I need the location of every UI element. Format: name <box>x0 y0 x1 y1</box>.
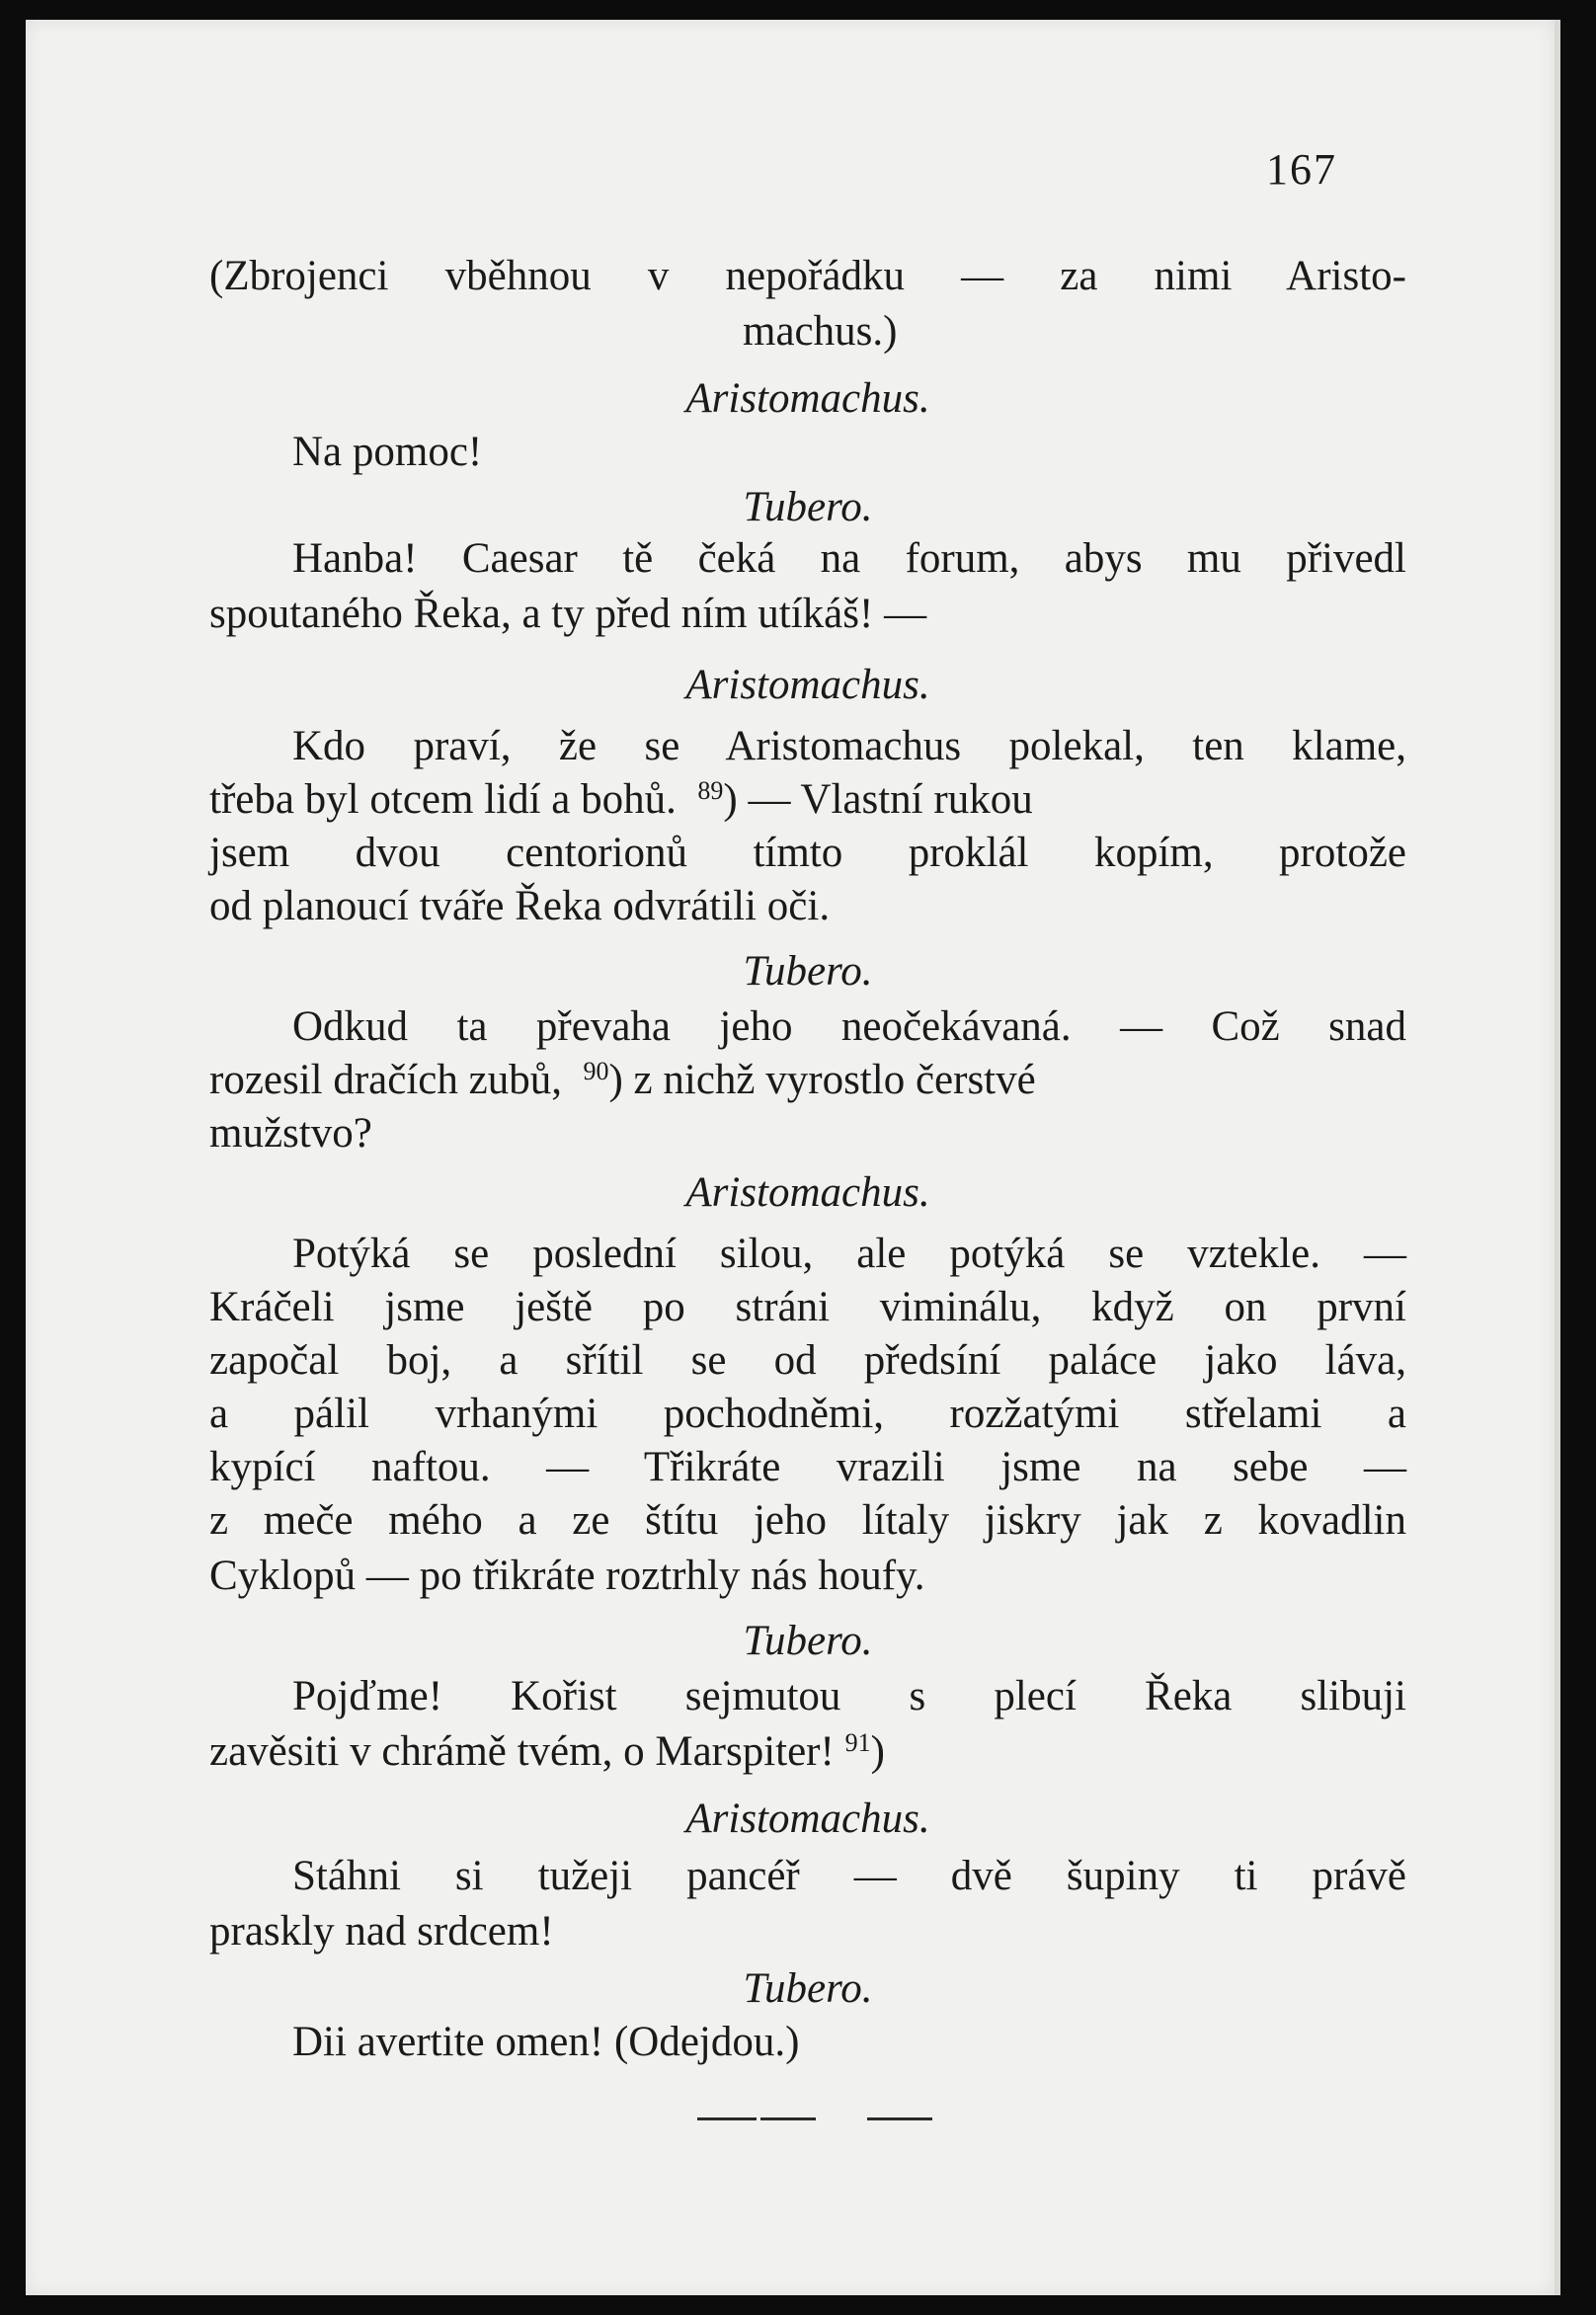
text-line: Odkud ta převaha jeho neočekávaná. — Což snad <box>292 1003 1406 1050</box>
text-fragment: rozesil dračích zubů, <box>209 1057 562 1103</box>
speaker-name: Tubero. <box>743 1965 873 2012</box>
book-page <box>26 20 1560 2295</box>
text-line: jsem dvou centorionů tímto proklál kopím, protože <box>209 830 1406 876</box>
text-line: spoutaného Řeka, a ty před ním utíkáš! — <box>209 591 927 637</box>
text-line: od planoucí tváře Řeka odvrátili oči. <box>209 883 831 929</box>
text-line: Dii avertite omen! (Odejdou.) <box>292 2019 800 2065</box>
text-line: z meče mého a ze štítu jeho lítaly jiskry jak z kovadlin <box>209 1497 1406 1544</box>
text-line: Hanba! Caesar tě čeká na forum, abys mu přivedl <box>292 535 1406 582</box>
text-line: a pálil vrhanými pochodněmi, rozžatými střelami a <box>209 1391 1406 1437</box>
text-line: kypící naftou. — Třikráte vrazili jsme na sebe — <box>209 1444 1406 1490</box>
text-line: (Zbrojenci vběhnou v nepořádku — za nimi Aristo- <box>209 253 1406 299</box>
speaker-name: Tubero. <box>743 1618 873 1664</box>
footnote-ref: 90 <box>583 1057 609 1085</box>
text-line: Cyklopů — po třikráte roztrhly nás houfy. <box>209 1553 925 1599</box>
page-number: 167 <box>1266 145 1337 194</box>
text-line: započal boj, a sřítil se od předsíní paláce jako láva, <box>209 1337 1406 1384</box>
footnote-ref: 91 <box>844 1728 871 1757</box>
text-line <box>209 1724 885 1779</box>
text-fragment: ) <box>870 1728 885 1775</box>
text-line: praskly nad srdcem! <box>209 1908 554 1955</box>
speaker-name: Aristomachus. <box>685 1169 930 1216</box>
text-line <box>209 772 1033 827</box>
speaker-name: Aristomachus. <box>685 375 930 422</box>
speaker-name: Aristomachus. <box>685 1796 930 1842</box>
text-fragment: zavěsiti v chrámě tvém, o Marspiter! <box>209 1728 835 1775</box>
text-fragment: ) — Vlastní rukou <box>723 776 1033 823</box>
text-line: mužstvo? <box>209 1110 372 1157</box>
footnote-ref: 89 <box>697 776 724 805</box>
speaker-name: Tubero. <box>743 948 873 995</box>
text-line: machus.) <box>743 308 898 355</box>
section-end-rule <box>697 2117 954 2121</box>
text-fragment: ) z nichž vyrostlo čerstvé <box>608 1057 1036 1103</box>
text-line: Na pomoc! <box>292 429 483 475</box>
text-line: Kráčeli jsme ještě po stráni viminálu, když on první <box>209 1284 1406 1330</box>
rule-dash <box>760 2117 816 2120</box>
text-line: Kdo praví, že se Aristomachus polekal, ten klame, <box>292 723 1406 769</box>
speaker-name: Tubero. <box>743 484 873 530</box>
text-line: Stáhni si tužeji pancéř — dvě šupiny ti právě <box>292 1853 1406 1899</box>
text-line: Potýká se poslední silou, ale potýká se vztekle. — <box>292 1231 1406 1277</box>
rule-dash <box>867 2117 932 2120</box>
rule-dash <box>697 2117 757 2120</box>
speaker-name: Aristomachus. <box>685 662 930 708</box>
text-fragment: třeba byl otcem lidí a bohů. <box>209 776 677 823</box>
text-line <box>209 1053 1036 1107</box>
text-line: Pojďme! Kořist sejmutou s plecí Řeka slibuji <box>292 1673 1406 1719</box>
